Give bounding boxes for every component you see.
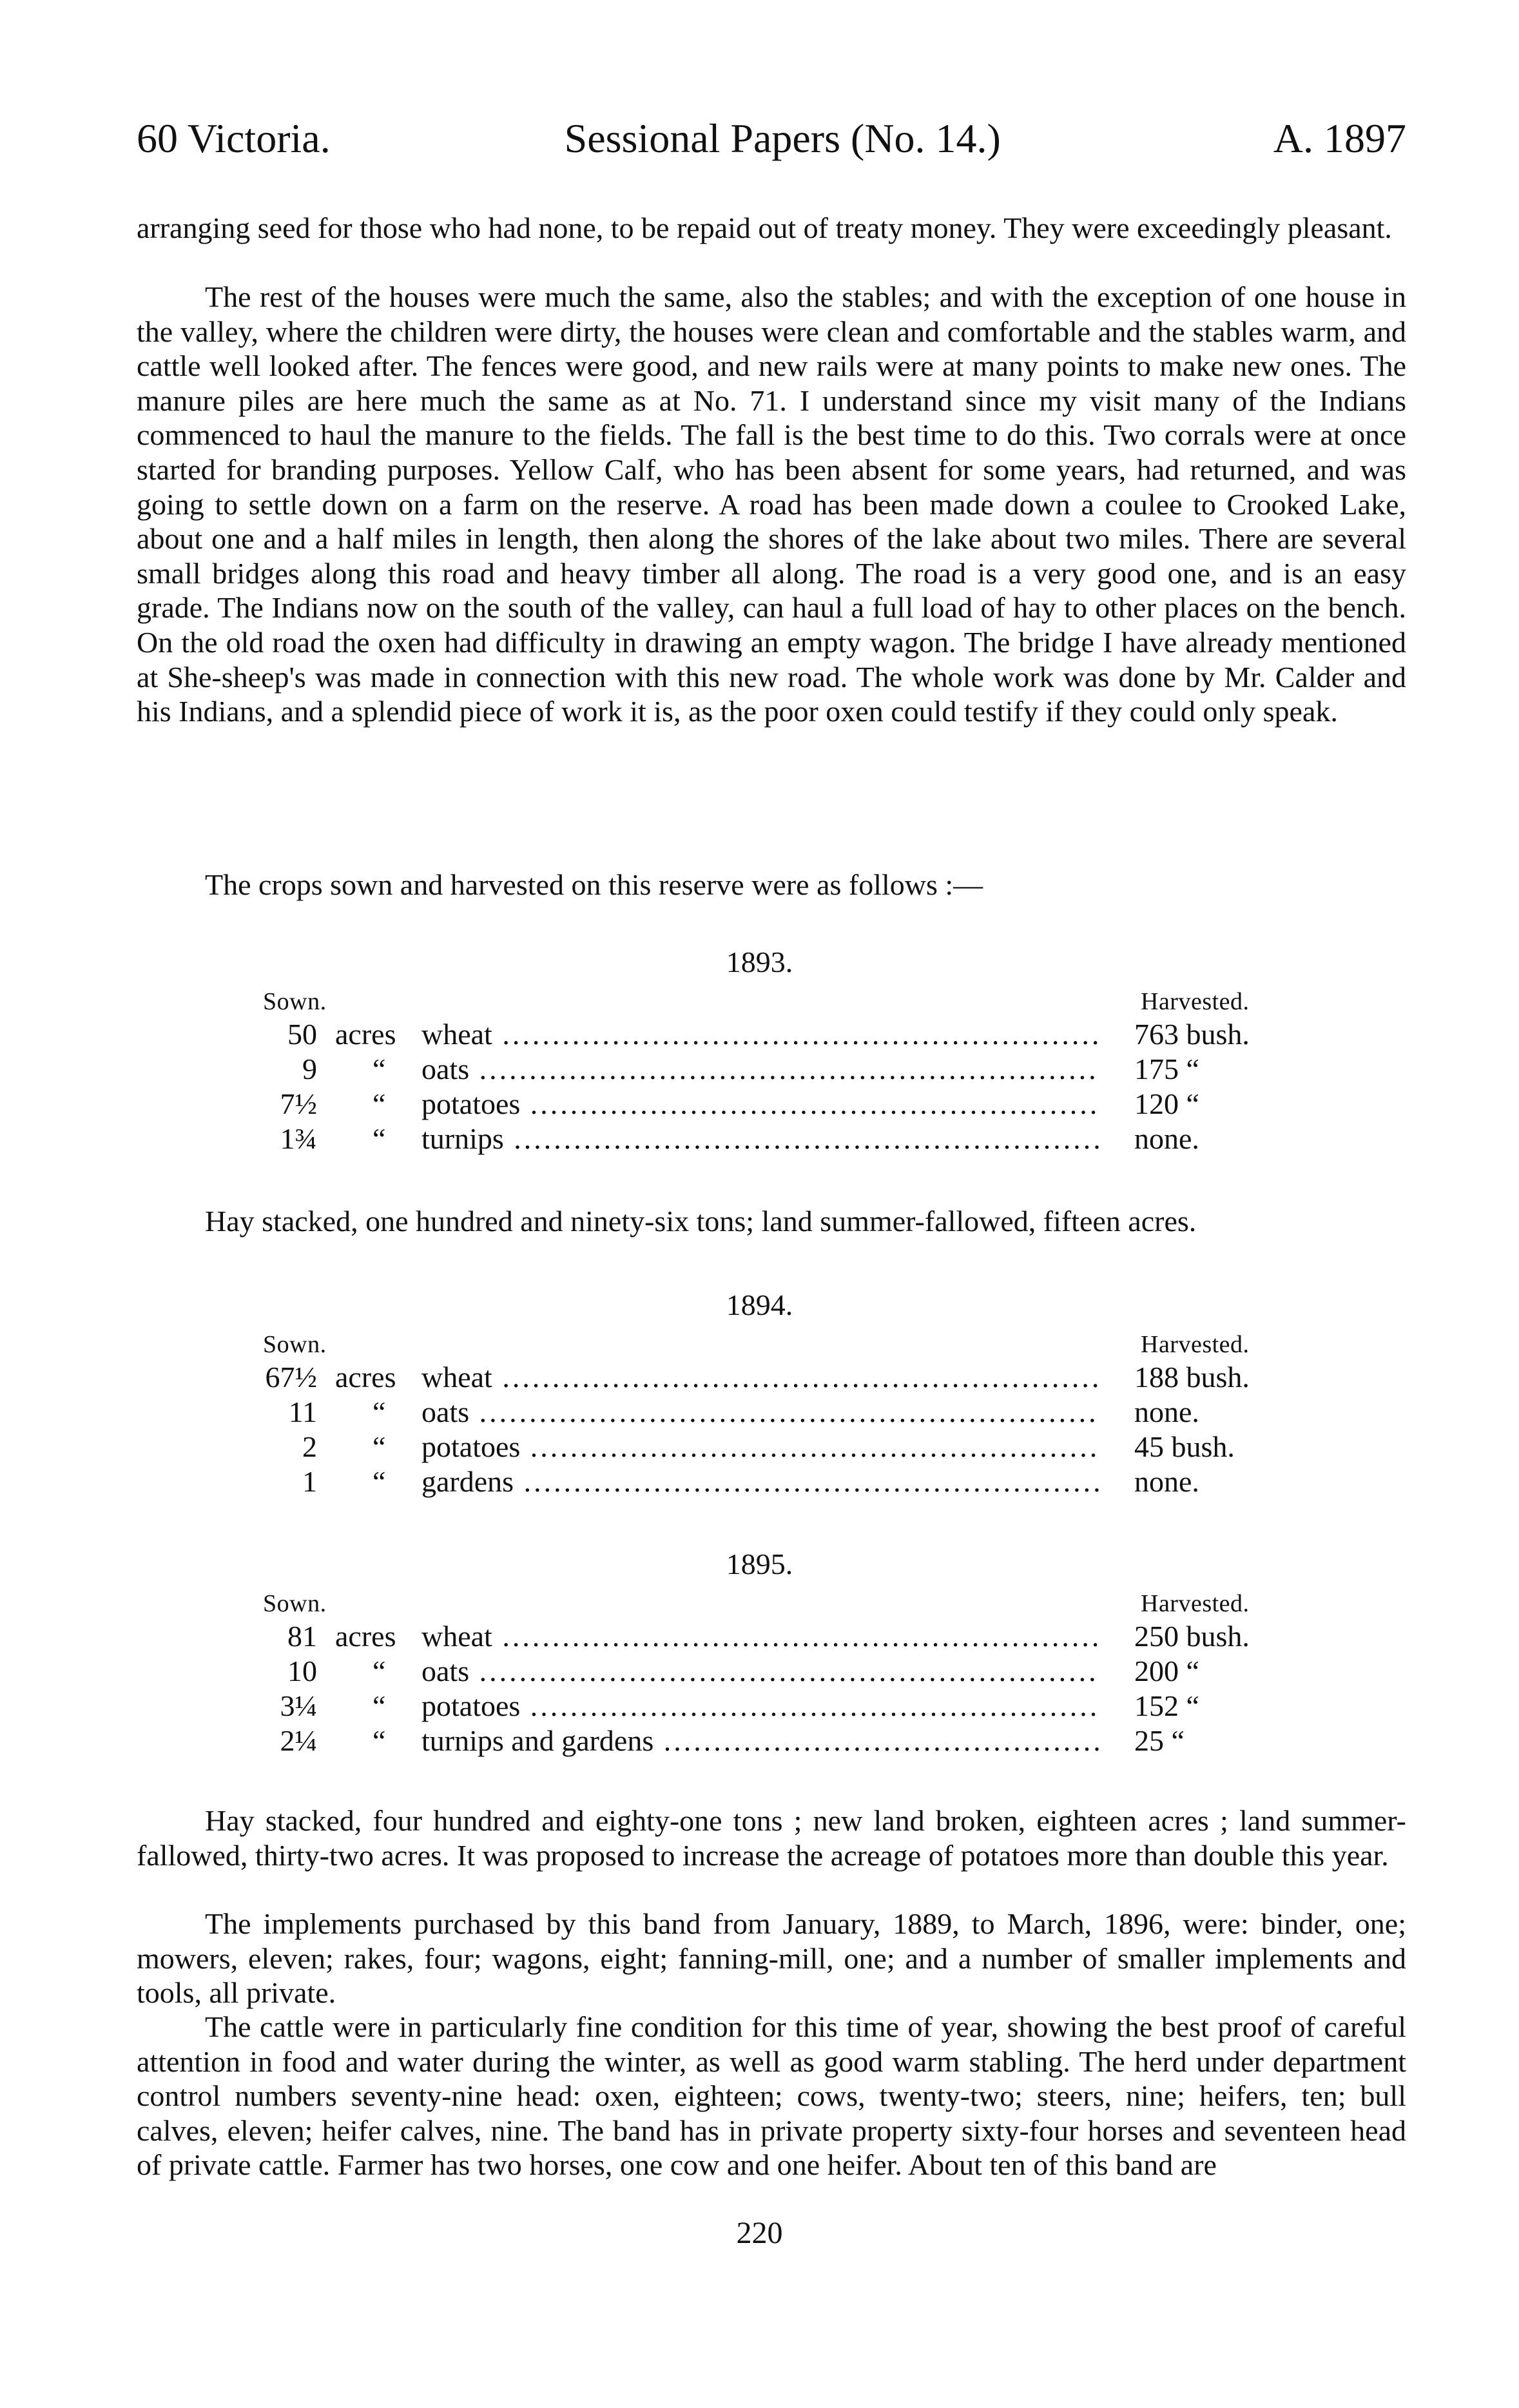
sown-qty: 2¼ [280,1724,317,1757]
sown-qty: 81 [287,1620,317,1653]
table-year: 1895. [726,1548,793,1580]
crop-name: turnips ..... [421,1121,1099,1156]
unit: acres [335,1361,396,1393]
crop-name: gardens ..... [421,1464,1099,1499]
harvested-value: 200 “ [1134,1655,1199,1687]
sown-label: Sown. [263,1331,327,1358]
sown-qty: 7½ [280,1087,317,1120]
ditto-mark: “ [372,1053,386,1085]
ditto-mark: “ [372,1395,386,1428]
harvested-value: 188 bush. [1134,1361,1250,1393]
sown-label: Sown. [263,988,327,1015]
table-year: 1894. [726,1288,793,1321]
harvested-value: 152 “ [1134,1689,1199,1722]
table-row [0,1395,1519,1430]
paragraph-hay-1895: Hay stacked, four hundred and eighty-one tons ; new land broken, eighteen acres ; land summer-fallowed, thirty-two acres. It was proposed to increase the acreage of potatoes more than double this year. [137,1804,1406,1872]
crop-name: oats ..... [421,1395,1099,1429]
harvested-value: 25 “ [1134,1724,1185,1757]
header-title: Sessional Papers (No. 14.) [564,115,1001,161]
harvested-value: none. [1134,1465,1199,1498]
table-row [0,1723,1519,1758]
sown-qty: 9 [302,1053,317,1085]
header-session: 60 Victoria. [137,115,331,161]
harvested-value: 250 bush. [1134,1620,1250,1653]
sown-qty: 1 [302,1465,317,1498]
crop-name: oats ..... [421,1052,1099,1086]
table-row [0,1464,1519,1499]
table-row [0,1619,1519,1654]
sown-label: Sown. [263,1590,327,1617]
ditto-mark: “ [372,1655,386,1687]
harvested-value: 175 “ [1134,1053,1199,1085]
header-year: A. 1897 [1273,115,1406,161]
harvested-label: Harvested. [1141,1590,1250,1617]
sown-qty: 11 [288,1395,317,1428]
sown-qty: 3¼ [280,1689,317,1722]
paragraph-houses-road: The rest of the houses were much the same, also the stables; and with the exception of one house in the valley, where the children were dirty, the houses were clean and comfortable and the stables warm, and cattle well looked after. The fences were good, and new rails were at many points to make new ones. The manure piles are here much the same as at No. 71. I understand since my visit many of the Indians commenced to haul the manure to the fields. The fall is the best time to do this. Two corrals were at once started for branding purposes. Yellow Calf, who has been absent for some years, had returned, and was going to settle down on a farm on the reserve. A road has been made down a coulee to Crooked Lake, about one and a half miles in length, then along the shores of the lake about two miles. There are several small bridges along this road and heavy timber all along. The road is a very good one, and is an easy grade. The Indians now on the south of the valley, can haul a full load of hay to other places on the bench. On the old road the oxen had difficulty in drawing an empty wagon. The bridge I have already mentioned at She-sheep's was made in connection with this new road. The whole work was done by Mr. Calder and his Indians, and a splendid piece of work it is, as the poor oxen could testify if they could only speak. [137,280,1406,728]
table-row [0,1430,1519,1464]
crop-name: potatoes ..... [421,1087,1099,1121]
table-row [0,1654,1519,1689]
ditto-mark: “ [372,1724,386,1757]
harvested-label: Harvested. [1141,988,1250,1015]
paragraph-seed: arranging seed for those who had none, to be repaid out of treaty money. They were exceedingly pleasant. [137,211,1392,244]
sown-qty: 1¾ [280,1122,317,1155]
table-row [0,1052,1519,1087]
crop-name: oats ..... [421,1654,1099,1688]
running-header [137,115,1406,173]
sown-qty: 10 [287,1655,317,1687]
sown-qty: 67½ [265,1361,317,1393]
table-row [0,1360,1519,1395]
crop-name: potatoes ..... [421,1430,1099,1464]
paragraph-crops-intro: The crops sown and harvested on this reserve were as follows :— [205,868,983,901]
harvested-value: 120 “ [1134,1087,1199,1120]
unit: acres [335,1018,396,1051]
table-row [0,1121,1519,1156]
ditto-mark: “ [372,1122,386,1155]
table-row [0,1689,1519,1723]
paragraph-hay-1893: Hay stacked, one hundred and ninety-six tons; land summer-fallowed, fifteen acres. [205,1205,1197,1238]
ditto-mark: “ [372,1689,386,1722]
harvested-value: none. [1134,1122,1199,1155]
page-number: 220 [736,2216,783,2250]
unit: acres [335,1620,396,1653]
sown-qty: 50 [287,1018,317,1051]
harvested-label: Harvested. [1141,1331,1250,1358]
sown-qty: 2 [302,1430,317,1463]
crop-name: wheat ..... [421,1619,1099,1653]
table-year: 1893. [726,946,793,978]
harvested-value: none. [1134,1395,1199,1428]
ditto-mark: “ [372,1465,386,1498]
crop-name: wheat ..... [421,1360,1099,1394]
table-row [0,1017,1519,1052]
ditto-mark: “ [372,1087,386,1120]
crop-name: turnips and gardens ..... [421,1723,1099,1758]
table-row [0,1087,1519,1121]
crop-name: wheat ..... [421,1017,1099,1051]
harvested-value: 45 bush. [1134,1430,1235,1463]
harvested-value: 763 bush. [1134,1018,1250,1051]
paragraph-cattle: The cattle were in particularly fine condition for this time of year, showing the best proof of careful attention in food and water during the winter, as well as good warm stabling. The herd under department control numbers seventy-nine head: oxen, eighteen; cows, twenty-two; steers, nine; heifers, ten; bull calves, eleven; heifer calves, nine. The band has in private property sixty-four horses and seventeen head of private cattle. Farmer has two horses, one cow and one heifer. About ten of this band are [137,2010,1406,2182]
ditto-mark: “ [372,1430,386,1463]
paragraph-implements: The implements purchased by this band from January, 1889, to March, 1896, were: binder, one; mowers, eleven; rakes, four; wagons, eight; fanning-mill, one; and a number of smaller implements and tools, all private. [137,1907,1406,2010]
crop-name: potatoes ..... [421,1689,1099,1723]
